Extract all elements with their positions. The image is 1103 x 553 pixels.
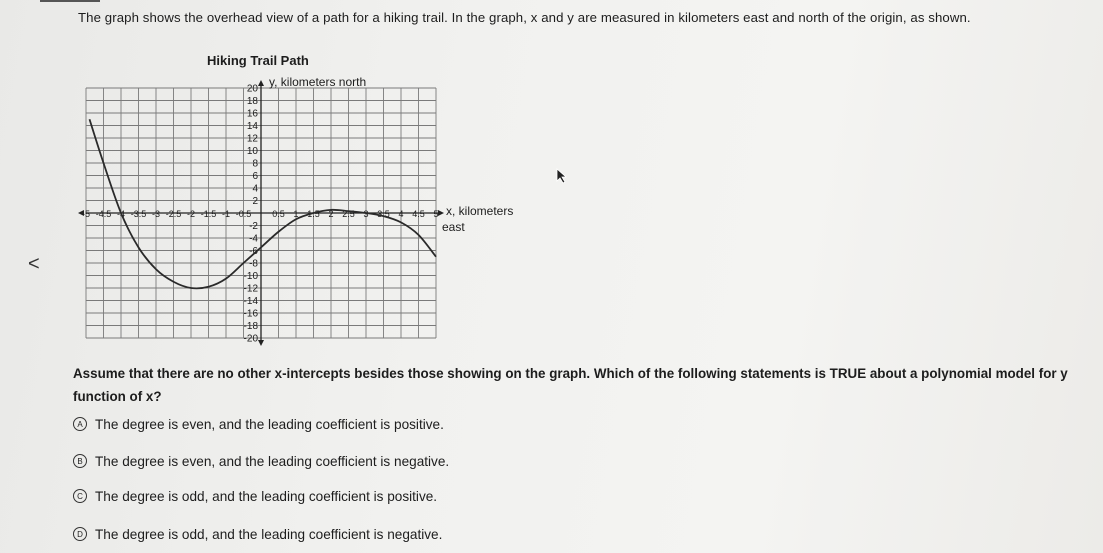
y-tick-label: -6 xyxy=(249,246,258,257)
choice-b-radio[interactable]: B xyxy=(73,454,87,468)
x-tick-label: -4.5 xyxy=(95,209,112,219)
choice-c-text: The degree is odd, and the leading coefficient is positive. xyxy=(95,488,438,504)
x-axis-label-unit: east xyxy=(442,220,465,234)
y-tick-label: 20 xyxy=(246,83,258,95)
choice-b-text: The degree is even, and the leading coefficient is negative. xyxy=(95,453,450,469)
x-tick-label: 5 xyxy=(433,209,439,219)
choice-d-text: The degree is odd, and the leading coefficient is negative. xyxy=(95,526,443,542)
back-arrow-icon[interactable]: < xyxy=(28,253,40,275)
y-axis-label: y, kilometers north xyxy=(269,75,367,89)
y-tick-label: 18 xyxy=(246,96,258,107)
y-tick-label: -20 xyxy=(243,333,258,345)
x-tick-label: -1.5 xyxy=(200,209,217,219)
y-tick-label: -18 xyxy=(243,321,258,332)
choice-c-radio[interactable]: C xyxy=(73,489,87,503)
y-tick-label: 2 xyxy=(252,196,258,207)
y-tick-label: -14 xyxy=(243,296,258,307)
y-tick-label: 16 xyxy=(246,108,258,120)
question-text: Assume that there are no other x-intercepts besides those showing on the graph. Which of the following statements is TRUE about a polynomial model for y function of x? xyxy=(73,366,1068,404)
y-tick-label: -12 xyxy=(243,283,258,295)
x-tick-label: -4 xyxy=(116,209,126,219)
x-tick-label: -1 xyxy=(221,209,231,219)
x-tick-label: 4 xyxy=(398,209,404,219)
choice-b[interactable] xyxy=(73,451,449,471)
choice-a-radio[interactable]: A xyxy=(73,417,87,431)
y-tick-label: 6 xyxy=(252,171,258,182)
intro-text: The graph shows the overhead view of a path for a hiking trail. In the graph, x and y are measured in kilometers east and north of the origin, as shown. xyxy=(78,10,971,25)
y-tick-label: 14 xyxy=(246,121,258,132)
x-tick-label: -2.5 xyxy=(165,209,182,219)
x-axis-label: x, kilometers xyxy=(446,204,514,218)
y-tick-label: 12 xyxy=(246,133,258,145)
x-axis-arrow-icon xyxy=(438,210,444,216)
y-axis-arrow-icon xyxy=(258,80,264,86)
choice-a[interactable] xyxy=(73,414,444,434)
choice-c[interactable] xyxy=(73,486,437,506)
x-tick-label: -2 xyxy=(186,209,196,219)
choice-a-text: The degree is even, and the leading coefficient is positive. xyxy=(95,416,444,432)
y-tick-label: 4 xyxy=(252,183,258,195)
y-tick-label: 8 xyxy=(252,158,258,170)
y-tick-label: 10 xyxy=(246,146,258,157)
x-tick-label: -3.5 xyxy=(130,209,147,219)
y-axis-arrow-down-icon xyxy=(258,340,264,346)
y-tick-label: -2 xyxy=(249,221,258,232)
y-tick-label: -16 xyxy=(243,308,258,320)
mouse-pointer-icon xyxy=(556,168,568,184)
x-tick-label: 4.5 xyxy=(412,209,425,219)
hiking-trail-chart xyxy=(70,70,530,346)
x-tick-label: -3 xyxy=(151,209,161,219)
x-tick-label: 3.5 xyxy=(377,209,390,219)
x-tick-label: -5 xyxy=(81,209,91,219)
x-tick-label: 2 xyxy=(328,209,334,219)
choice-d[interactable] xyxy=(73,524,442,544)
x-tick-label: 1 xyxy=(293,209,299,219)
y-tick-label: -4 xyxy=(249,233,258,245)
y-tick-label: -10 xyxy=(243,271,258,282)
top-divider xyxy=(40,0,100,2)
x-tick-label: 3 xyxy=(363,209,369,219)
x-tick-label: 1.5 xyxy=(307,209,320,219)
x-tick-label: 2.5 xyxy=(342,209,355,219)
y-tick-label: -8 xyxy=(249,258,258,270)
choice-d-radio[interactable]: D xyxy=(73,527,87,541)
x-tick-label: -0.5 xyxy=(235,209,252,219)
x-tick-label: 0.5 xyxy=(272,209,285,219)
chart-title: Hiking Trail Path xyxy=(207,53,309,68)
